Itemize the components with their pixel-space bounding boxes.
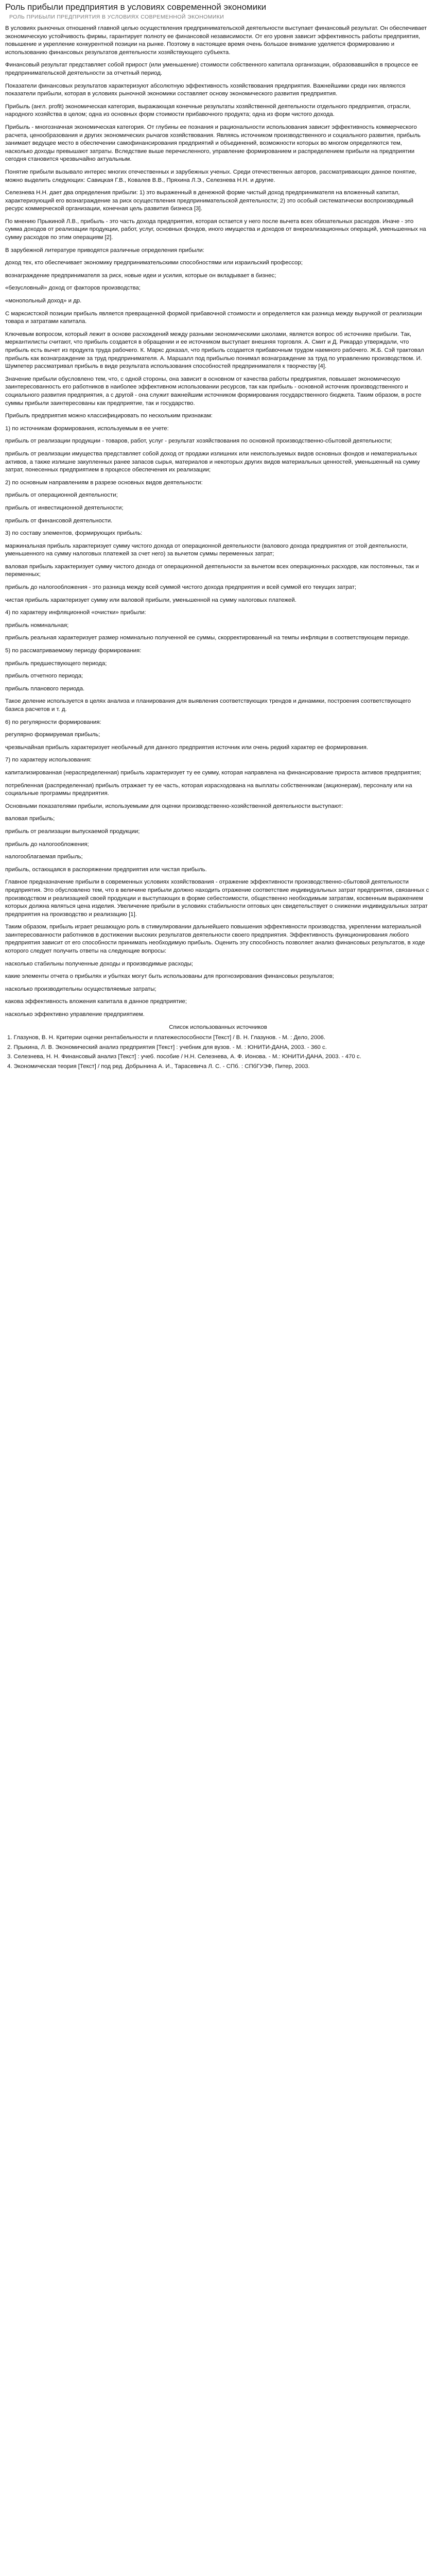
body-paragraph: прибыль предшествующего периода; [5, 660, 107, 667]
body-paragraph: насколько эффективно управление предприятием. [5, 1011, 145, 1018]
body-paragraph: потребленная (распределенная) прибыль отражает ту ее часть, которая израсходована на выплаты собственникам (акционерам), персоналу или на социальные программы предприятия. [5, 782, 412, 797]
body-paragraph: Прибыль - многозначная экономическая категория. От глубины ее познания и рациональности использования зависит эффективность коммерческого расчета, ценообразования и других экономических рычагов хозяйствования. Являясь источником производственного и социального развития, прибыль занимает ведущее место в обеспечении самофинансирования предприятий и объединений, возможности которых во многом определяются тем, насколько доходы превышают затраты. Вследствие выше перечисленного, управление формированием и распределением прибыли на предприятии сегодня становится чрезвычайно актуальным. [5, 124, 421, 163]
references-title: Список использованных источников [169, 1024, 267, 1030]
body-paragraph: маржинальная прибыль характеризует сумму чистого дохода от операционной деятельности (валового дохода предприятия от этой деятельности, уменьшенного на сумму налоговых платежей за счет него) за вычетом суммы переменных затрат; [5, 543, 408, 557]
body-paragraph: 2) по основным направлениям в разрезе основных видов деятельности: [5, 479, 203, 486]
body-paragraph: насколько стабильны полученные доходы и производимые расходы; [5, 960, 194, 967]
body-paragraph: 7) по характеру использования: [5, 757, 92, 764]
body-paragraph: прибыль отчетного периода; [5, 673, 83, 680]
body-paragraph: С марксистской позиции прибыль является превращенной формой прибавочной стоимости и определяется как разница между выручкой от реализации товара и затратами капитала. [5, 310, 422, 325]
body-paragraph: валовая прибыль характеризует сумму чистого дохода от операционной деятельности за вычетом всех операционных расходов, как постоянных, так и переменных; [5, 563, 419, 578]
body-paragraph: Понятие прибыли вызывало интерес многих отечественных и зарубежных ученых. Среди отечественных авторов, рассматривающих данное понятие, можно выделить следующих: Савицкая Г.В., Ковалев В.В., Пряхина Л.Э., Селезнева Н.Н. и другие. [5, 168, 417, 183]
body-paragraph: В зарубежной литературе приводятся различные определения прибыли: [5, 247, 204, 253]
article-body [5, 25, 431, 1019]
body-paragraph: В условиях рыночных отношений главной целью осуществления предпринимательской деятельности выступает финансовый результат. Он обеспечивает экономическую устойчивость фирмы, гарантирует полноту ее финансовой независимости. От его уровня зависит эффективность работы предприятия, повышение и укрепление конкурентной позиции на рынке. Поэтому в настоящее время очень большое внимание уделяется формированию и использованию финансовых результатов деятельности хозяйствующего субъекта. [5, 25, 427, 56]
reference-item: 3. Селезнева, Н. Н. Финансовый анализ [Текст] : учеб. пособие / Н.Н. Селезнева, А. Ф. Ионова. - М.: ЮНИТИ-ДАНА, 2003. - 470 с. [7, 1054, 361, 1060]
reference-item: 1. Глазунов, В. Н. Критерии оценки рентабельности и платежеспособности [Текст] / В. Н. Глазунов. - М. : Дело, 2006. [7, 1035, 326, 1041]
body-paragraph: 3) по составу элементов, формирующих прибыль: [5, 530, 143, 537]
body-paragraph: прибыль от реализации выпускаемой продукции; [5, 828, 140, 835]
body-paragraph: Ключевым вопросом, который лежит в основе расхождений между разными экономическими школами, является вопрос об источнике прибыли. Так, меркантилисты считают, что прибыль создается в обращении и ее источником выступает внешняя торговля. А. Смит и Д. Рикардо утверждали, что прибыль есть вычет из продукта труда рабочего. К. Маркс доказал, что прибыль создается прибавочным трудом наемного рабочего. Ж.Б. Сэй трактовал прибыль как вознаграждение за труд предпринимателя. А. Маршалл под прибылью понимал вознаграждение за труд по управлению производством. И. Шумпетер рассматривал прибыль в виде результата использования способностей предпринимателя к творчеству [4]. [5, 331, 424, 370]
body-paragraph: Прибыль предприятия можно классифицировать по нескольким признакам: [5, 413, 213, 419]
body-paragraph: прибыль от операционной деятельности; [5, 492, 118, 499]
body-paragraph: вознаграждение предпринимателя за риск, новые идеи и усилия, которые он вкладывает в бизнес; [5, 272, 276, 279]
body-paragraph: Прибыль (англ. profit) экономическая категория, выражающая конечные результаты хозяйственной деятельности отдельного предприятия, отрасли, народного хозяйства в целом; одна из основных форм стоимости прибавочного продукта; одна из форм чистого дохода. [5, 103, 411, 118]
body-paragraph: Финансовый результат представляет собой прирост (или уменьшение) стоимости собственного капитала организации, образовавшийся в процессе ее предпринимательской деятельности за отчетный период. [5, 62, 418, 76]
body-paragraph: какие элементы отчета о прибылях и убытках могут быть использованы для прогнозирования финансовых результатов; [5, 973, 334, 980]
body-paragraph: прибыль, остающаяся в распоряжении предприятия или чистая прибыль. [5, 866, 207, 873]
body-paragraph: регулярно формируемая прибыль; [5, 732, 100, 738]
body-paragraph: чрезвычайная прибыль характеризует необычный для данного предприятия источник или очень редкий характер ее формирования. [5, 744, 369, 751]
body-paragraph: прибыль номинальная; [5, 622, 69, 629]
references-list [5, 1034, 431, 1071]
reference-item: 4. Экономическая теория [Текст] / под ред. Добрынина А. И., Тарасевича Л. С. - СПб. : СПбГУЭФ, Питер, 2003. [7, 1063, 310, 1070]
body-paragraph: насколько производительны осуществляемые затраты; [5, 986, 156, 992]
body-paragraph: Такое деление используется в целях анализа и планирования для выявления соответствующих трендов и динамики, построения соответствующего базиса расчетов и т. д. [5, 698, 411, 713]
body-paragraph: прибыль реальная характеризует размер номинально полученной ее суммы, скорректированный на темпы инфляции в соответствующем периоде. [5, 635, 410, 641]
body-paragraph: «монопольный доход» и др. [5, 298, 82, 304]
body-paragraph: Селезнева Н.Н. дает два определения прибыли: 1) это выраженный в денежной форме чистый доход предпринимателя на вложенный капитал, характеризующий его вознаграждение за риск осуществления предпринимательской деятельности; 2) это особый систематически воспроизводимый ресурс коммерческой организации, конечная цель развития бизнеса [3]. [5, 190, 413, 212]
body-paragraph: 5) по рассматриваемому периоду формирования: [5, 648, 142, 654]
body-paragraph: капитализированная (нераспределенная) прибыль характеризует ту ее сумму, которая направлена на финансирование прироста активов предприятия; [5, 769, 422, 776]
body-paragraph: 4) по характеру инфляционной «очистки» прибыли: [5, 609, 146, 616]
body-paragraph: прибыль от реализации имущества представляет собой доход от продажи излишних или неиспользуемых видов основных фондов и нематериальных активов, а также излишне закупленных ранее запасов сырья, материалов и некоторых других видов материальных ценностей, уменьшенный на сумму затрат, понесенных предприятием в процессе обеспечения их реализации; [5, 450, 420, 473]
body-paragraph: 1) по источникам формирования, используемым в ее учете: [5, 425, 169, 432]
body-paragraph: доход тех, кто обеспечивает экономику предпринимательскими способностями или израильский профессор; [5, 260, 303, 266]
body-paragraph: валовая прибыль; [5, 816, 55, 822]
body-paragraph: прибыль от инвестиционной деятельности; [5, 504, 124, 511]
body-paragraph: Показатели финансовых результатов характеризуют абсолютную эффективность хозяйствования предприятия. Важнейшими среди них являются показатели прибыли, которая в условиях рыночной экономики составляет основу экономического развития предприятия. [5, 82, 406, 97]
body-paragraph: прибыль до налогообложения; [5, 841, 89, 848]
article-title: Роль прибыли предприятия в условиях современной экономики [5, 2, 267, 12]
body-paragraph: Значение прибыли обусловлено тем, что, с одной стороны, она зависит в основном от качества работы предприятия, повышает экономическую заинтересованность его работников в наиболее эффективном использовании ресурсов, так как прибыль - основной источник производственного и социального развития предприятия, а с другой - она служит важнейшим источником формирования государственного бюджета. Таким образом, в росте суммы прибыли заинтересованы как предприятие, так и государство. [5, 376, 422, 406]
body-paragraph: чистая прибыль характеризует сумму или валовой прибыли, уменьшенной на сумму налоговых платежей. [5, 597, 297, 603]
body-paragraph: «безусловный» доход от факторов производства; [5, 285, 141, 292]
article-subtitle: РОЛЬ ПРИБЫЛИ ПРЕДПРИЯТИЯ В УСЛОВИЯХ СОВРЕМЕННОЙ ЭКОНОМИКИ [9, 14, 224, 20]
body-paragraph: Главное предназначение прибыли в современных условиях хозяйствования - отражение эффективности производственно-сбытовой деятельности предприятия. Это обусловлено тем, что в величине прибыли должно находить отражение соответствие индивидуальных затрат предприятия, связанных с производством и реализацией своей продукции и выступающих в форме себестоимости, общественно необходимым затратам, косвенным выражением которых должна являться цена изделия. Увеличение прибыли в условиях стабильности оптовых цен свидетельствует о снижении индивидуальных затрат предприятия на производство и реализацию [1]. [5, 879, 429, 918]
body-paragraph: прибыль до налогообложения - это разница между всей суммой чистого дохода предприятия и всей суммой его текущих затрат; [5, 584, 357, 591]
body-paragraph: прибыль планового периода. [5, 685, 85, 692]
body-paragraph: какова эффективность вложения капитала в данное предприятие; [5, 998, 187, 1005]
body-paragraph: прибыль от финансовой деятельности. [5, 517, 113, 524]
body-paragraph: налогооблагаемая прибыль; [5, 854, 83, 860]
reference-item: 2. Прыкина, Л. В. Экономический анализ предприятия [Текст] : учебник для вузов. - М. : ЮНИТИ-ДАНА, 2003. - 360 с. [7, 1044, 327, 1050]
body-paragraph: По мнению Прыкиной Л.В., прибыль - это часть дохода предприятия, которая остается у него после вычета всех обязательных расходов. Иначе - это сумма доходов от реализации продукции, работ, услуг, основных фондов, иного имущества и доходов от внереализационных операций, уменьшенных на сумму расходов по этим операциям [2]. [5, 218, 426, 241]
body-paragraph: Основными показателями прибыли, используемыми для оценки производственно-хозяйственной деятельности выступают: [5, 803, 343, 809]
body-paragraph: Таким образом, прибыль играет решающую роль в стимулировании дальнейшего повышения эффективности производства, укреплении материальной заинтересованности работников в достижении высоких результатов деятельности своего предприятия. Эффективность функционирования любого предприятия зависит от его способности принимать необходимую прибыль. Оценить эту способность позволяет анализ финансовых результатов, в ходе которого следует получить ответы на следующие вопросы: [5, 924, 425, 955]
body-paragraph: 6) по регулярности формирования: [5, 719, 101, 725]
body-paragraph: прибыль от реализации продукции - товаров, работ, услуг - результат хозяйствования по основной производственно-сбытовой деятельности; [5, 438, 392, 445]
